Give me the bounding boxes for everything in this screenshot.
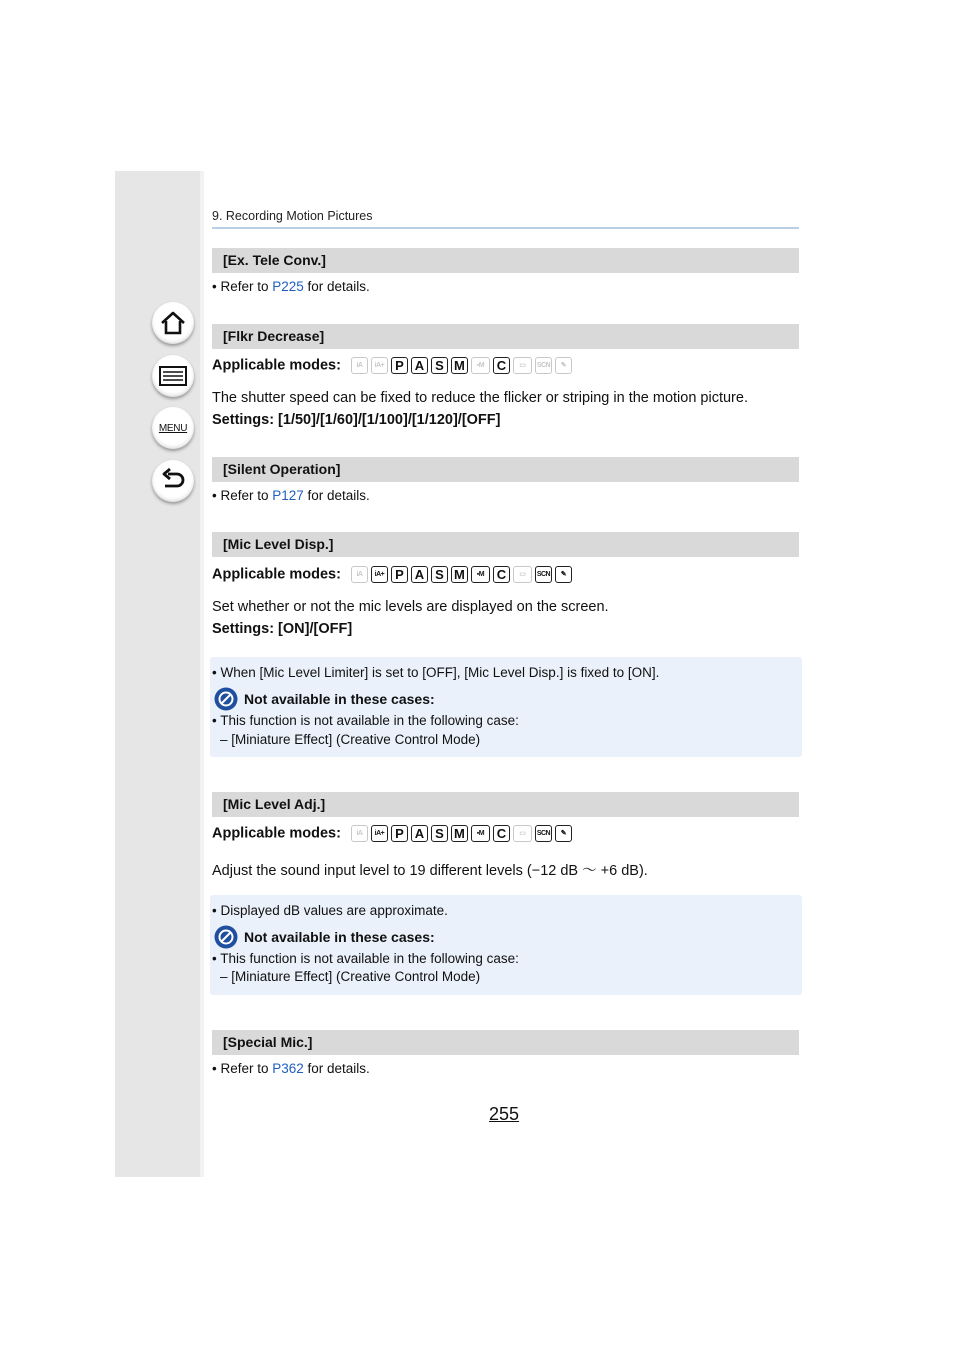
panorama-mode-icon: ▭ <box>513 825 532 842</box>
panorama-mode-icon: ▭ <box>513 357 532 374</box>
home-button[interactable] <box>152 302 194 344</box>
refer-suffix: for details. <box>303 488 370 503</box>
panorama-mode-icon: ▭ <box>513 566 532 583</box>
header-divider <box>212 227 799 229</box>
mic-adj-note: • Displayed dB values are approximate. <box>212 903 448 918</box>
shutter-mode-icon: S <box>431 357 448 374</box>
mode-icons-flkr <box>351 357 572 374</box>
side-navigation-edge <box>200 171 204 1177</box>
section-title-mic-level-adj: [Mic Level Adj.] <box>212 792 799 817</box>
custom-mode-icon: C <box>493 566 510 583</box>
menu-button[interactable] <box>152 407 194 449</box>
custom-mode-icon: C <box>493 357 510 374</box>
intelligent-auto-plus-mode-icon: iA+ <box>371 566 388 583</box>
manual-mode-icon: M <box>451 825 468 842</box>
intelligent-auto-mode-icon: iA <box>351 357 368 374</box>
section-title-flkr-decrease: [Flkr Decrease] <box>212 324 799 349</box>
refer-prefix: • Refer to <box>212 279 273 294</box>
return-icon <box>159 467 187 495</box>
applicable-modes-mic-disp <box>212 566 572 583</box>
page-number: 255 <box>489 1104 520 1124</box>
mic-disp-settings: Settings: [ON]/[OFF] <box>212 621 353 637</box>
creative-control-mode-icon: ✎ <box>555 357 572 374</box>
applicable-modes-label: Applicable modes: <box>212 825 341 842</box>
list-icon <box>158 364 188 388</box>
refer-prefix: • Refer to <box>212 488 273 503</box>
not-available-icon <box>214 687 238 711</box>
creative-video-mode-icon: ▪M <box>471 566 490 583</box>
refer-suffix: for details. <box>303 1061 370 1076</box>
aperture-mode-icon: A <box>411 825 428 842</box>
section-title-mic-level-disp: [Mic Level Disp.] <box>212 532 799 557</box>
refer-suffix: for details. <box>303 279 370 294</box>
aperture-mode-icon: A <box>411 357 428 374</box>
custom-mode-icon: C <box>493 825 510 842</box>
not-available-case: – [Miniature Effect] (Creative Control Mode) <box>220 732 481 747</box>
applicable-modes-label: Applicable modes: <box>212 566 341 583</box>
menu-label: MENU <box>158 422 188 434</box>
page-link-p225[interactable]: P225 <box>272 279 304 294</box>
scene-guide-mode-icon: SCN <box>535 566 552 583</box>
refer-line-silent <box>212 488 370 503</box>
creative-control-mode-icon: ✎ <box>555 825 572 842</box>
program-mode-icon: P <box>391 566 408 583</box>
chapter-title: 9. Recording Motion Pictures <box>212 209 373 223</box>
not-available-line: • This function is not available in the following case: <box>212 713 519 728</box>
not-available-title: Not available in these cases: <box>244 929 435 945</box>
page-link-p362[interactable]: P362 <box>272 1061 304 1076</box>
applicable-modes-flkr <box>212 357 572 374</box>
creative-video-mode-icon: ▪M <box>471 825 490 842</box>
flkr-settings: Settings: [1/50]/[1/60]/[1/100]/[1/120]/[OFF] <box>212 412 501 428</box>
intelligent-auto-mode-icon: iA <box>351 566 368 583</box>
scene-guide-mode-icon: SCN <box>535 825 552 842</box>
not-available-title: Not available in these cases: <box>244 691 435 707</box>
page-link-p127[interactable]: P127 <box>272 488 304 503</box>
back-button[interactable] <box>152 460 194 502</box>
mic-disp-description: Set whether or not the mic levels are displayed on the screen. <box>212 599 609 615</box>
scene-guide-mode-icon: SCN <box>535 357 552 374</box>
contents-button[interactable] <box>152 355 194 397</box>
applicable-modes-mic-adj <box>212 825 572 842</box>
mic-adj-description: Adjust the sound input level to 19 different levels (−12 dB ～ +6 dB). <box>212 863 648 879</box>
home-icon <box>159 309 187 337</box>
creative-control-mode-icon: ✎ <box>555 566 572 583</box>
shutter-mode-icon: S <box>431 566 448 583</box>
applicable-modes-label: Applicable modes: <box>212 357 341 374</box>
not-available-icon <box>214 925 238 949</box>
not-available-heading <box>214 925 435 949</box>
manual-mode-icon: M <box>451 566 468 583</box>
section-title-special-mic: [Special Mic.] <box>212 1030 799 1055</box>
mode-icons-mic-disp <box>351 566 572 583</box>
section-title-silent-operation: [Silent Operation] <box>212 457 799 482</box>
flkr-description: The shutter speed can be fixed to reduce the flicker or striping in the motion picture. <box>212 390 748 406</box>
aperture-mode-icon: A <box>411 566 428 583</box>
intelligent-auto-plus-mode-icon: iA+ <box>371 825 388 842</box>
creative-video-mode-icon: ▪M <box>471 357 490 374</box>
refer-prefix: • Refer to <box>212 1061 273 1076</box>
not-available-line: • This function is not available in the following case: <box>212 951 519 966</box>
program-mode-icon: P <box>391 357 408 374</box>
intelligent-auto-mode-icon: iA <box>351 825 368 842</box>
program-mode-icon: P <box>391 825 408 842</box>
manual-mode-icon: M <box>451 357 468 374</box>
not-available-case: – [Miniature Effect] (Creative Control Mode) <box>220 969 481 984</box>
shutter-mode-icon: S <box>431 825 448 842</box>
not-available-heading <box>214 687 435 711</box>
refer-line-special-mic <box>212 1061 370 1076</box>
mic-disp-note: • When [Mic Level Limiter] is set to [OFF], [Mic Level Disp.] is fixed to [ON]. <box>212 665 660 680</box>
refer-line-ex-tele <box>212 279 370 294</box>
section-title-ex-tele-conv: [Ex. Tele Conv.] <box>212 248 799 273</box>
mode-icons-mic-adj <box>351 825 572 842</box>
intelligent-auto-plus-mode-icon: iA+ <box>371 357 388 374</box>
